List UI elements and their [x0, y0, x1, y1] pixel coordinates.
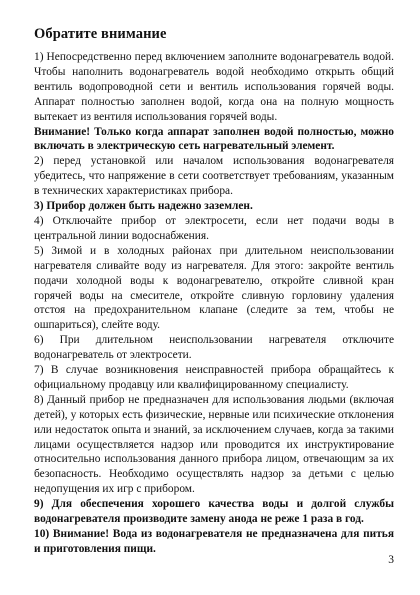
paragraph-5: 5) Зимой и в холодных районах при длительном неиспользовании нагревателя сливайте воду из нагревателя. Для этого: закройте вентиль подачи холодной воды к водонагревателю, откройте сливной кран горячей воды на смесителе, откройте сливную горловину удаления отстоя на предохранительном клапане (следите за тем, чтобы не ошпариться), слейте воду. [34, 244, 394, 332]
page-title: Обратите внимание [34, 26, 167, 42]
document-page [34, 26, 394, 557]
paragraph-9: 9) Для обеспечения хорошего качества воды и долгой службы водонагревателя производите замену анода не реже 1 раза в год. [34, 498, 394, 526]
paragraph-10: 10) Внимание! Вода из водонагревателя не предназначена для питья и приготовления пищи. [34, 528, 394, 555]
page-number: 3 [388, 554, 394, 566]
paragraph-1: 1) Непосредственно перед включением заполните водонагреватель водой. Чтобы наполнить водонагреватель водой необходимо открыть общий вентиль водопроводной сети и вентиль использования горячей воды. Аппарат полностью заполнен водой, когда она на полную мощность вытекает из вентиля использования горячей воды. [34, 51, 394, 123]
paragraph-4: 4) Отключайте прибор от электросети, если нет подачи воды в центральной линии водоснабжения. [34, 214, 394, 242]
paragraph-7: 7) В случае возникновения неисправностей прибора обращайтесь к официальному продавцу или квалифицированному специалисту. [34, 364, 394, 391]
paragraph-2: 2) перед установкой или началом использования водонагревателя убедитесь, что напряжение в сети соответствует требованиям, указанным в технических характеристиках прибора. [34, 155, 394, 198]
paragraph-8: 8) Данный прибор не предназначен для использования людьми (включая детей), у которых есть физические, нервные или психические отклонения или недостаток опыта и знаний, за исключением случаев, когда за такими лицами осуществляется надзор или проводится их инструктирование относительно использования данного прибора лицом, отвечающим за их безопасность. Необходимо осуществлять надзор за детьми с целью недопущения их игр с прибором. [34, 393, 394, 496]
warning-paragraph: Внимание! Только когда аппарат заполнен водой полностью, можно включать в электрическую сеть нагревательный элемент. [34, 125, 394, 153]
paragraph-6: 6) При длительном неиспользовании нагревателя отключите водонагреватель от электросети. [34, 334, 394, 362]
paragraph-3: 3) Прибор должен быть надежно заземлен. [34, 200, 253, 213]
